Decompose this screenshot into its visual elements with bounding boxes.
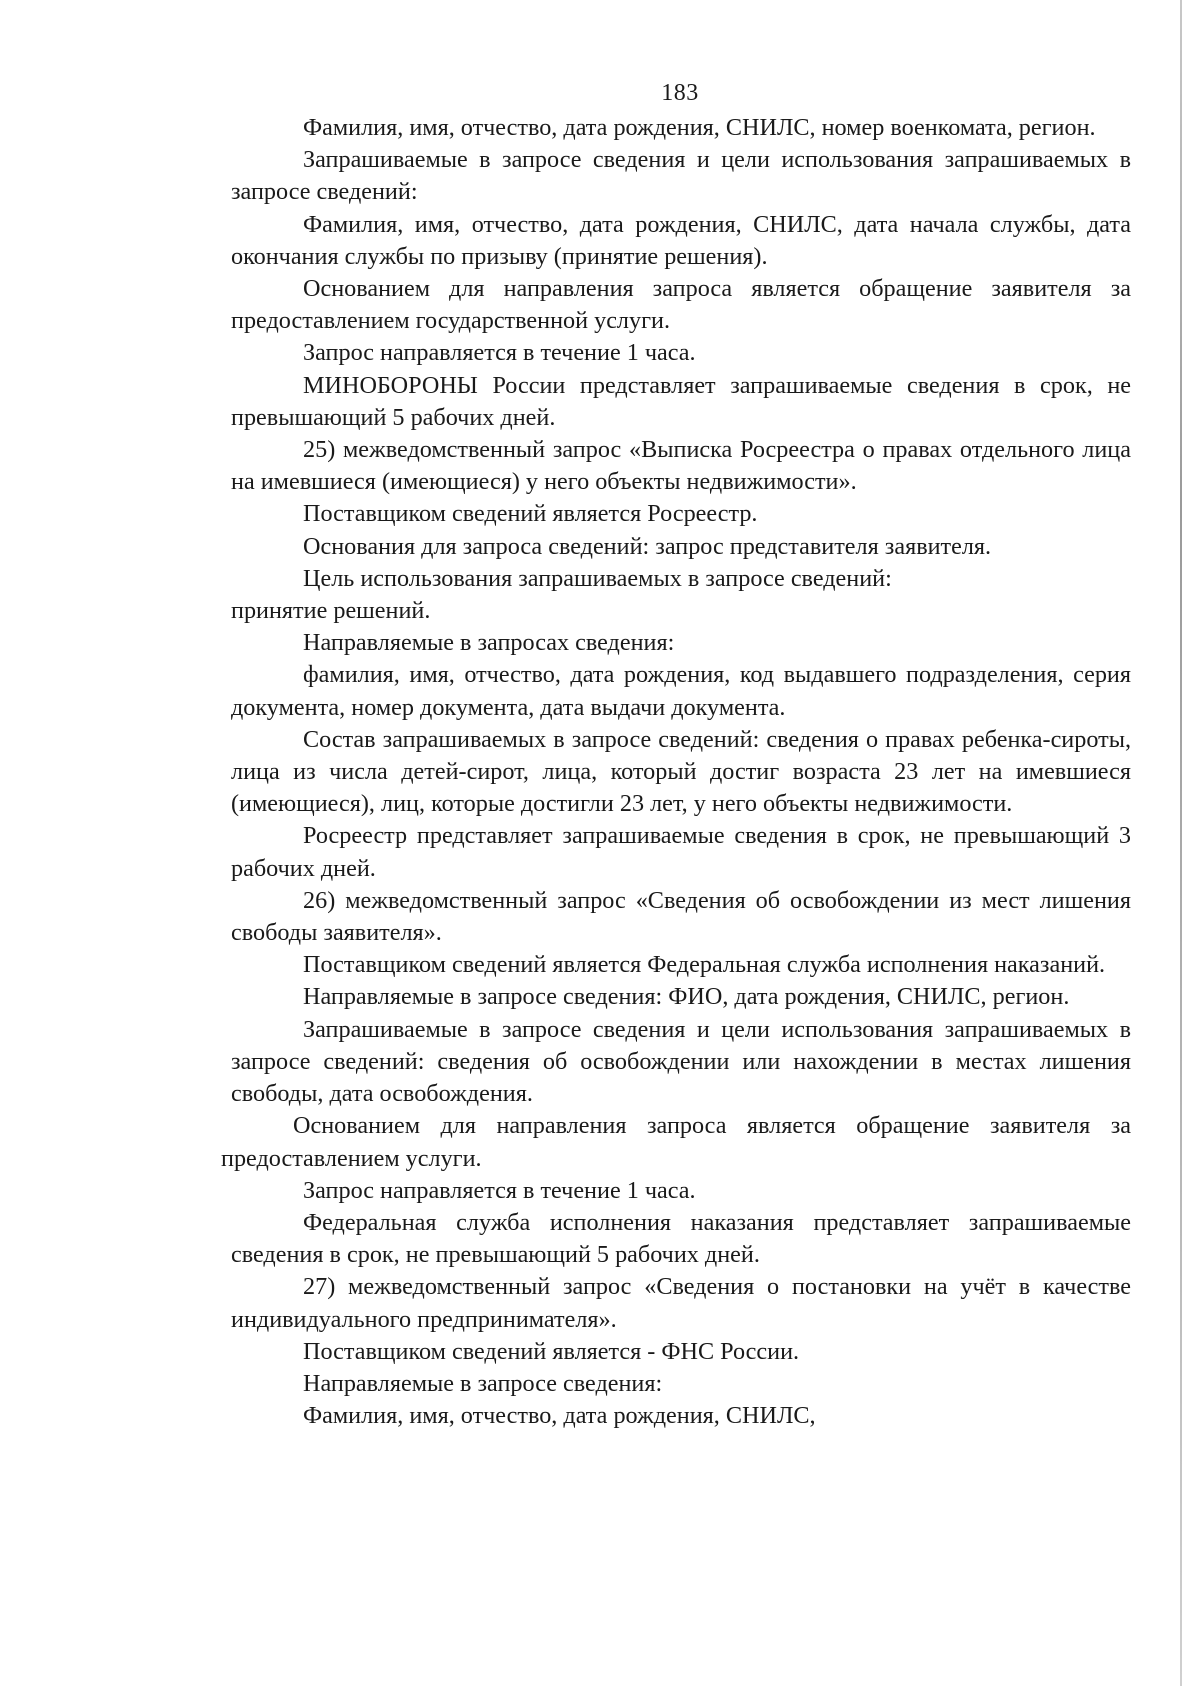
paragraph: принятие решений.	[231, 597, 431, 625]
paragraph: Запрос направляется в течение 1 часа.	[303, 339, 696, 367]
paragraph: Основанием для направления запроса является обращение заявителя за предоставлением услуги.	[221, 1112, 1131, 1172]
paragraph: МИНОБОРОНЫ России представляет запрашиваемые сведения в срок, не превышающий 5 рабочих дней.	[231, 371, 1131, 431]
paragraph: 27) межведомственный запрос «Сведения о постановки на учёт в качестве индивидуального предпринимателя».	[231, 1273, 1131, 1333]
paragraph: Состав запрашиваемых в запросе сведений: сведения о правах ребенка-сироты, лица из числа детей-сирот, лица, который достиг возраста 23 лет на имевшиеся (имеющиеся), лиц, которые достигли 23 лет, у него объекты недвижимости.	[231, 725, 1131, 818]
paragraph: Росреестр представляет запрашиваемые сведения в срок, не превышающий 3 рабочих дней.	[231, 822, 1131, 882]
paragraph: Основанием для направления запроса является обращение заявителя за предоставлением государственной услуги.	[231, 275, 1131, 335]
paragraph: Фамилия, имя, отчество, дата рождения, СНИЛС, дата начала службы, дата окончания службы по призыву (принятие решения).	[231, 210, 1131, 270]
paragraph: Запрос направляется в течение 1 часа.	[303, 1176, 696, 1204]
paragraph: Фамилия, имя, отчество, дата рождения, СНИЛС,	[303, 1402, 816, 1430]
paragraph: 26) межведомственный запрос «Сведения об освобождении из мест лишения свободы заявителя».	[231, 886, 1131, 947]
paragraph: Запрашиваемые в запросе сведения и цели использования запрашиваемых в запросе сведений:	[231, 146, 1131, 206]
paragraph: Направляемые в запросах сведения:	[303, 629, 675, 657]
paragraph: Направляемые в запросе сведения:	[303, 1369, 663, 1397]
paragraph: Поставщиком сведений является Росреестр.	[303, 500, 758, 528]
paragraph: 25) межведомственный запрос «Выписка Росреестра о правах отдельного лица на имевшиеся (имеющиеся) у него объекты недвижимости».	[231, 436, 1131, 496]
paragraph: Направляемые в запросе сведения: ФИО, дата рождения, СНИЛС, регион.	[303, 983, 1070, 1011]
document-body	[221, 112, 1131, 1432]
page-number: 183	[661, 80, 699, 106]
paragraph: Поставщиком сведений является Федеральная служба исполнения наказаний.	[303, 951, 1106, 979]
paragraph: Фамилия, имя, отчество, дата рождения, СНИЛС, номер военкомата, регион.	[303, 114, 1096, 141]
paragraph: Поставщиком сведений является - ФНС России.	[303, 1337, 800, 1365]
paragraph: фамилия, имя, отчество, дата рождения, код выдавшего подразделения, серия документа, номер документа, дата выдачи документа.	[231, 661, 1131, 721]
paragraph: Запрашиваемые в запросе сведения и цели использования запрашиваемых в запросе сведений: сведения об освобождении или нахождении в местах лишения свободы, дата освобождения.	[231, 1015, 1131, 1108]
scan-page-edge	[1180, 0, 1182, 1686]
paragraph: Федеральная служба исполнения наказания представляет запрашиваемые сведения в срок, не превышающий 5 рабочих дней.	[231, 1208, 1131, 1269]
paragraph: Основания для запроса сведений: запрос представителя заявителя.	[303, 532, 992, 560]
paragraph: Цель использования запрашиваемых в запросе сведений:	[303, 564, 892, 592]
